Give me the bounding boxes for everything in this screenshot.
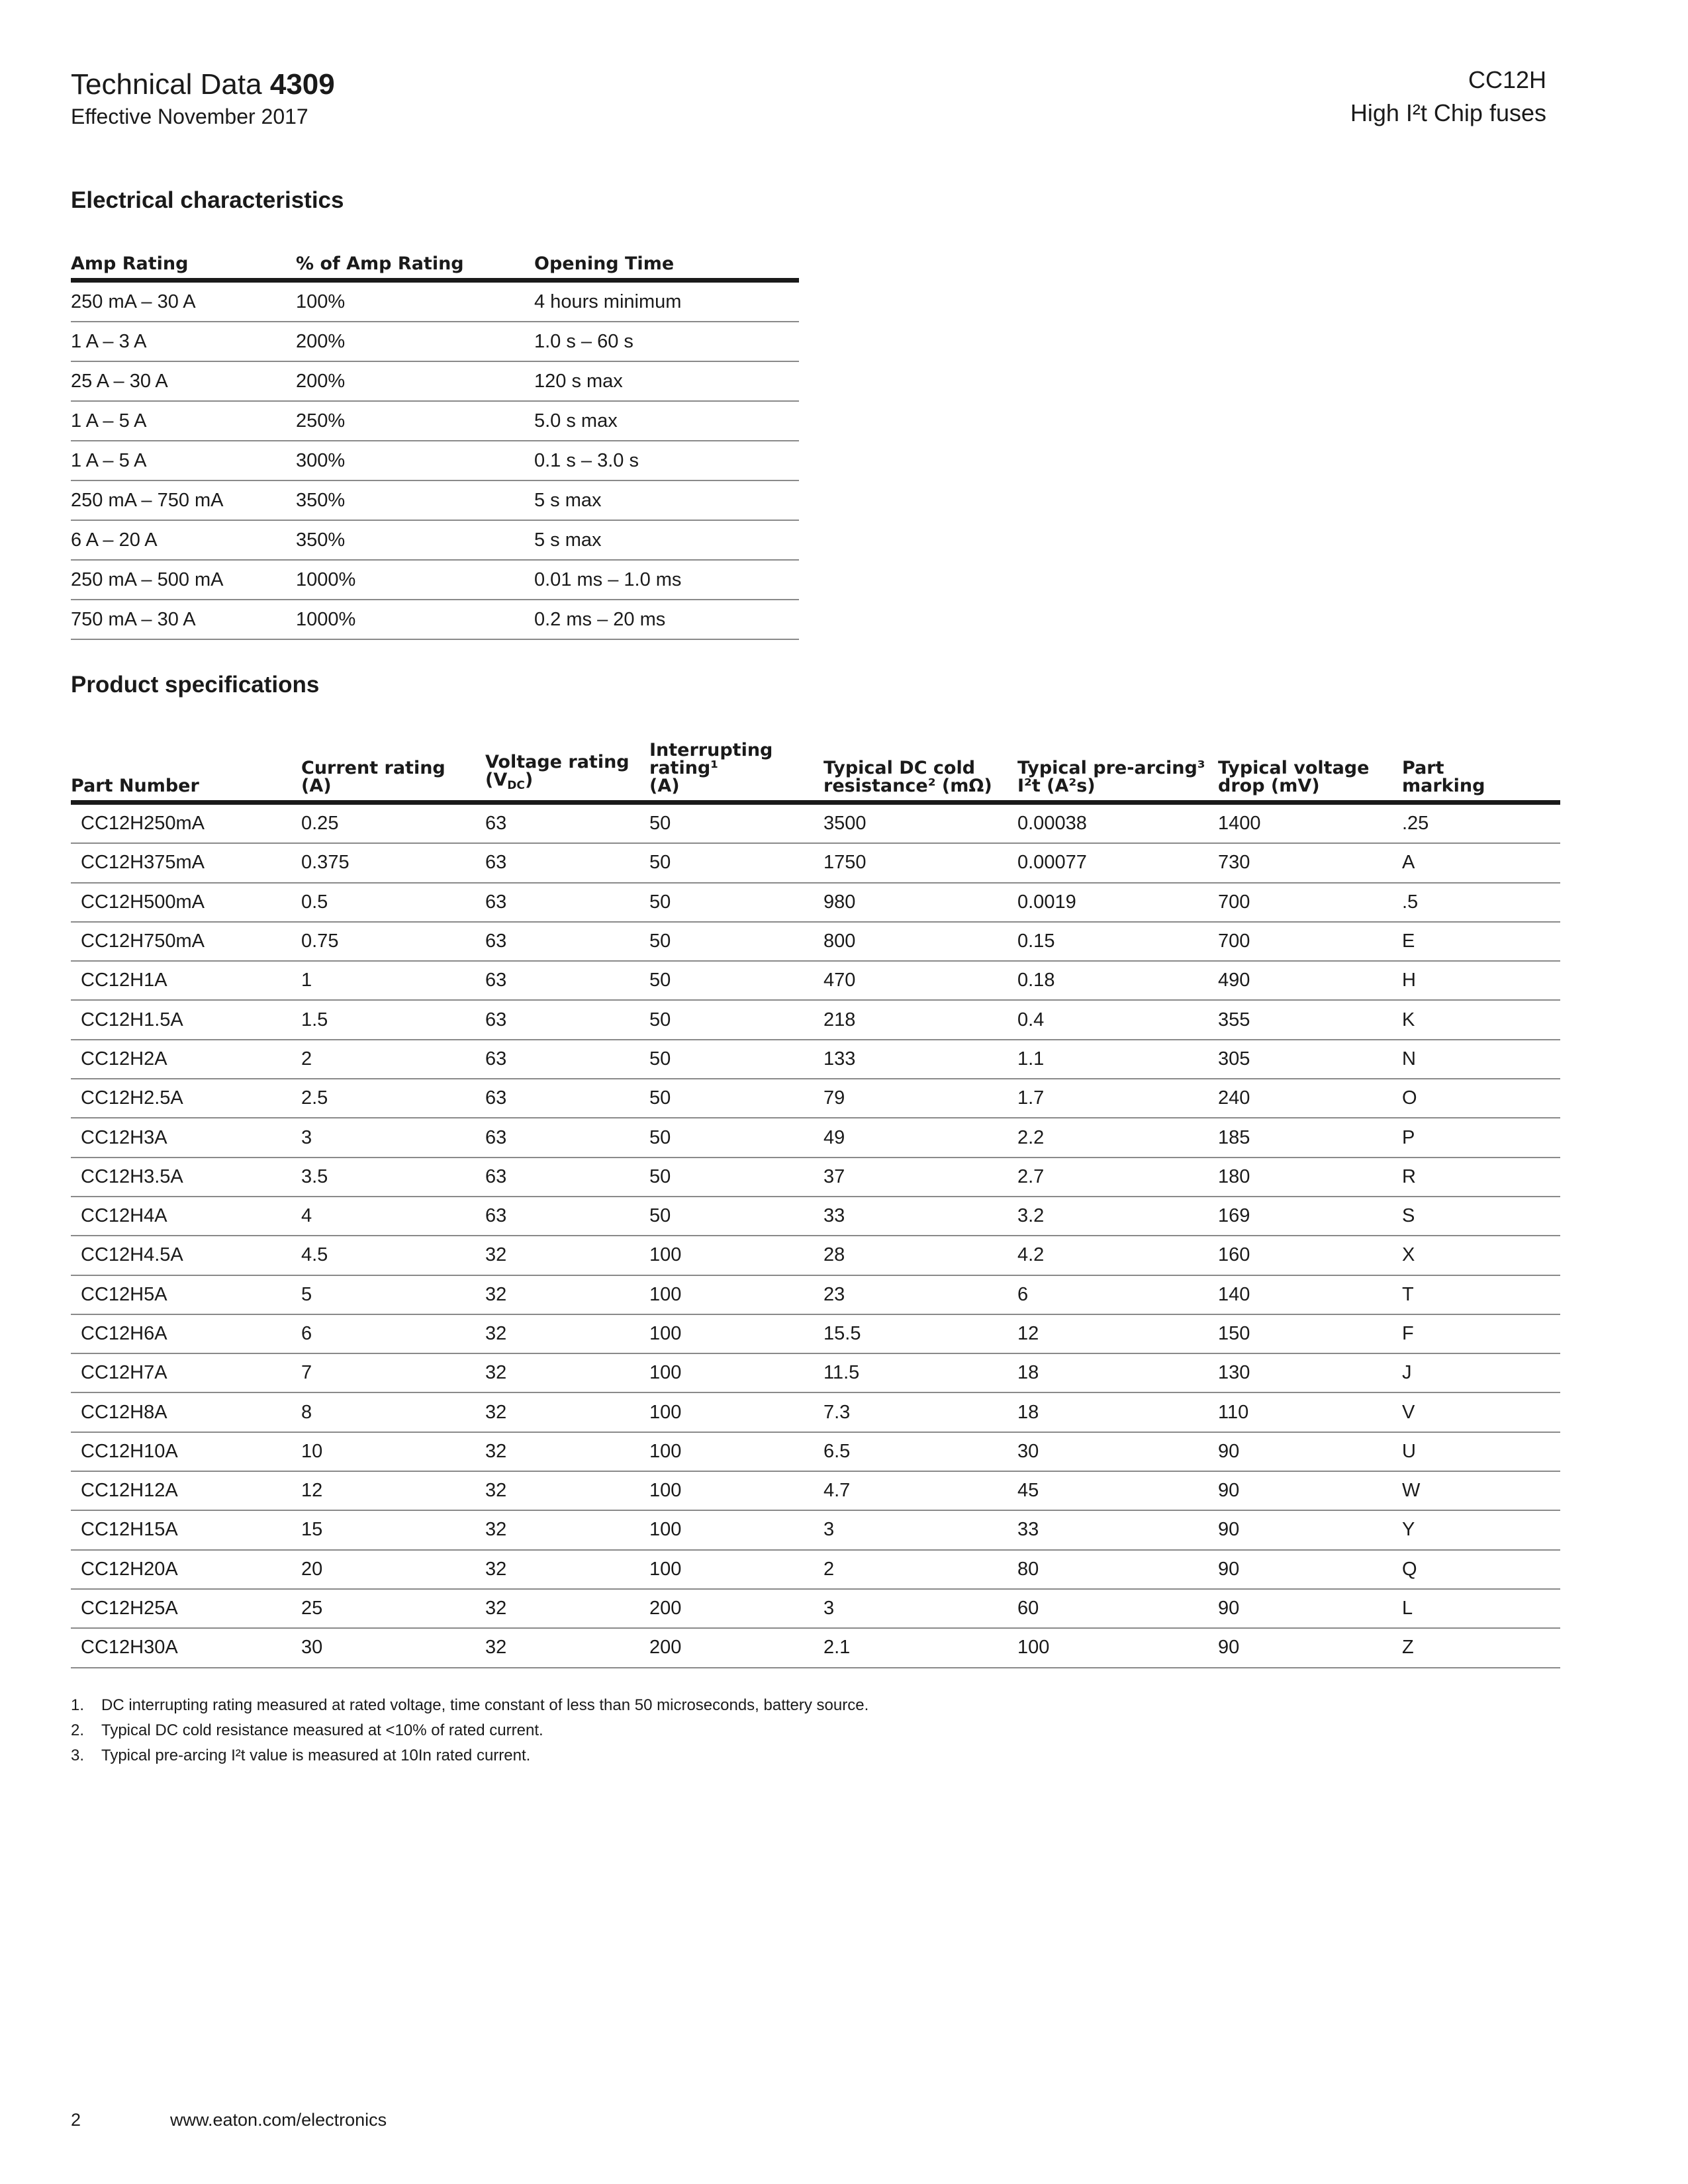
header-text: Current rating (301, 758, 445, 778)
effective-date: Effective November 2017 (71, 105, 308, 128)
table-cell: 2.2 (1017, 1118, 1218, 1157)
table-cell: 6 A – 20 A (71, 520, 296, 560)
table-cell: 30 (1017, 1432, 1218, 1471)
table-cell: CC12H10A (71, 1432, 301, 1471)
table-cell: 100 (649, 1510, 823, 1549)
table-cell: 180 (1218, 1158, 1402, 1197)
table-cell: 18 (1017, 1392, 1218, 1432)
table-row (71, 843, 1560, 882)
table-cell: 4.2 (1017, 1236, 1218, 1275)
table-cell: CC12H2A (71, 1040, 301, 1079)
table-cell: 90 (1218, 1471, 1402, 1510)
table-cell: 8 (301, 1392, 485, 1432)
table-cell: 0.18 (1017, 961, 1218, 1000)
product-code: CC12H (1468, 66, 1546, 93)
table-cell: 100 (649, 1550, 823, 1589)
table-cell: 700 (1218, 922, 1402, 961)
table-cell: 100 (649, 1392, 823, 1432)
header-text: rating¹ (649, 758, 719, 778)
table-cell: 32 (485, 1236, 649, 1275)
table-header-row (71, 741, 1560, 803)
footnote-text: DC interrupting rating measured at rated voltage, time constant of less than 50 microseconds, battery source. (101, 1696, 869, 1714)
footnote-text: Typical DC cold resistance measured at <10% of rated current. (101, 1721, 543, 1739)
table-cell: 150 (1218, 1314, 1402, 1353)
footnote (71, 1718, 868, 1743)
table-cell: CC12H15A (71, 1510, 301, 1549)
table-cell: 100% (296, 281, 534, 322)
table-cell: 7 (301, 1353, 485, 1392)
table-cell: T (1402, 1275, 1560, 1314)
table-cell: 200 (649, 1589, 823, 1628)
table-cell: 79 (823, 1079, 1017, 1118)
table-cell: 32 (485, 1314, 649, 1353)
table-cell: 12 (301, 1471, 485, 1510)
table-header-row (71, 255, 799, 281)
table-cell: 10 (301, 1432, 485, 1471)
table-cell: 100 (1017, 1628, 1218, 1667)
footnote-text: Typical pre-arcing I²t value is measured at 10In rated current. (101, 1747, 531, 1764)
table-cell: 3 (301, 1118, 485, 1157)
table-cell: CC12H4A (71, 1197, 301, 1236)
footnote-number: 1. (71, 1696, 85, 1714)
table-row (71, 1550, 1560, 1589)
table-cell: CC12H25A (71, 1589, 301, 1628)
table-cell: 250% (296, 401, 534, 441)
table-cell: 0.15 (1017, 922, 1218, 961)
table-cell: 50 (649, 883, 823, 922)
table-cell: 300% (296, 441, 534, 480)
table-row (71, 322, 799, 361)
table-cell: 23 (823, 1275, 1017, 1314)
table-cell: 32 (485, 1471, 649, 1510)
table-cell: 90 (1218, 1510, 1402, 1549)
table-cell: 1.0 s – 60 s (534, 322, 799, 361)
table-cell: 5 s max (534, 480, 799, 520)
table-cell: 140 (1218, 1275, 1402, 1314)
column-header: Amp Rating (71, 255, 296, 281)
table-cell: CC12H750mA (71, 922, 301, 961)
table-cell: N (1402, 1040, 1560, 1079)
table-cell: 32 (485, 1550, 649, 1589)
table-cell: .5 (1402, 883, 1560, 922)
table-cell: 250 mA – 30 A (71, 281, 296, 322)
table-cell: 3500 (823, 803, 1017, 844)
footnote (71, 1743, 868, 1768)
table-cell: L (1402, 1589, 1560, 1628)
table-cell: 133 (823, 1040, 1017, 1079)
table-cell: 240 (1218, 1079, 1402, 1118)
table-cell: 750 mA – 30 A (71, 600, 296, 639)
table-cell: 0.4 (1017, 1000, 1218, 1039)
product-header (1350, 64, 1546, 130)
table-cell: S (1402, 1197, 1560, 1236)
table-cell: 5.0 s max (534, 401, 799, 441)
table-cell: O (1402, 1079, 1560, 1118)
table-cell: 730 (1218, 843, 1402, 882)
header-subscript: DC (507, 779, 525, 792)
table-cell: 350% (296, 520, 534, 560)
table-row (71, 1118, 1560, 1157)
table-cell: 50 (649, 922, 823, 961)
header-text: Typical pre-arcing³ (1017, 758, 1205, 778)
table-cell: 160 (1218, 1236, 1402, 1275)
table-cell: 100 (649, 1432, 823, 1471)
table-cell: CC12H4.5A (71, 1236, 301, 1275)
title-prefix: Technical Data (71, 68, 262, 101)
table-cell: U (1402, 1432, 1560, 1471)
product-name: High I²t Chip fuses (1350, 99, 1546, 126)
table-cell: 1000% (296, 600, 534, 639)
table-cell: 45 (1017, 1471, 1218, 1510)
table-cell: 0.01 ms – 1.0 ms (534, 560, 799, 600)
table-cell: 50 (649, 1158, 823, 1197)
column-header-marking (1402, 741, 1560, 803)
table-cell: 50 (649, 843, 823, 882)
table-cell: 63 (485, 883, 649, 922)
table-cell: 200 (649, 1628, 823, 1667)
table-cell: 6 (1017, 1275, 1218, 1314)
column-header-prearcing (1017, 741, 1218, 803)
table-cell: 6 (301, 1314, 485, 1353)
table-cell: 80 (1017, 1550, 1218, 1589)
table-cell: 63 (485, 1118, 649, 1157)
table-cell: CC12H375mA (71, 843, 301, 882)
table-row (71, 401, 799, 441)
table-cell: 90 (1218, 1432, 1402, 1471)
table-row (71, 1040, 1560, 1079)
table-cell: 1.1 (1017, 1040, 1218, 1079)
column-header-current (301, 741, 485, 803)
table-cell: J (1402, 1353, 1560, 1392)
table-cell: 90 (1218, 1628, 1402, 1667)
table-cell: CC12H12A (71, 1471, 301, 1510)
table-cell: CC12H5A (71, 1275, 301, 1314)
table-cell: 32 (485, 1589, 649, 1628)
electrical-characteristics-table (71, 255, 799, 640)
table-cell: 110 (1218, 1392, 1402, 1432)
table-cell: 50 (649, 1079, 823, 1118)
table-cell: 218 (823, 1000, 1017, 1039)
table-cell: 50 (649, 1000, 823, 1039)
table-row (71, 1236, 1560, 1275)
table-cell: 1 A – 5 A (71, 441, 296, 480)
table-cell: 63 (485, 1079, 649, 1118)
table-cell: 32 (485, 1628, 649, 1667)
column-header: % of Amp Rating (296, 255, 534, 281)
table-row (71, 560, 799, 600)
table-cell: 63 (485, 843, 649, 882)
table-cell: 250 mA – 750 mA (71, 480, 296, 520)
table-cell: Z (1402, 1628, 1560, 1667)
table-cell: 0.75 (301, 922, 485, 961)
table-row (71, 961, 1560, 1000)
column-header-resistance (823, 741, 1017, 803)
column-header-voltage-drop (1218, 741, 1402, 803)
table-row (71, 480, 799, 520)
table-cell: 32 (485, 1392, 649, 1432)
table-row (71, 1353, 1560, 1392)
table-cell: 18 (1017, 1353, 1218, 1392)
table-cell: 2.1 (823, 1628, 1017, 1667)
table-cell: CC12H1A (71, 961, 301, 1000)
table-cell: 4.7 (823, 1471, 1017, 1510)
column-header-part-number (71, 741, 301, 803)
table-cell: 32 (485, 1432, 649, 1471)
table-cell: 250 mA – 500 mA (71, 560, 296, 600)
table-cell: 0.375 (301, 843, 485, 882)
table-cell: CC12H250mA (71, 803, 301, 844)
table-cell: 33 (823, 1197, 1017, 1236)
table-cell: 470 (823, 961, 1017, 1000)
header-text: marking (1402, 776, 1485, 796)
table-cell: 0.00077 (1017, 843, 1218, 882)
table-row (71, 922, 1560, 961)
table-cell: 2.5 (301, 1079, 485, 1118)
table-cell: 0.0019 (1017, 883, 1218, 922)
table-cell: F (1402, 1314, 1560, 1353)
table-cell: 63 (485, 1158, 649, 1197)
table-cell: 0.25 (301, 803, 485, 844)
table-row (71, 1000, 1560, 1039)
table-cell: 11.5 (823, 1353, 1017, 1392)
table-cell: 3.5 (301, 1158, 485, 1197)
table-cell: 30 (301, 1628, 485, 1667)
table-cell: 100 (649, 1236, 823, 1275)
header-text: Part Number (71, 776, 199, 796)
table-cell: 4 hours minimum (534, 281, 799, 322)
table-row (71, 1158, 1560, 1197)
table-cell: 37 (823, 1158, 1017, 1197)
table-row (71, 1197, 1560, 1236)
footnotes (71, 1693, 868, 1768)
column-header: Opening Time (534, 255, 799, 281)
footnote (71, 1693, 868, 1718)
header-text: (V (485, 770, 508, 790)
table-cell: 355 (1218, 1000, 1402, 1039)
table-cell: 350% (296, 480, 534, 520)
table-row (71, 883, 1560, 922)
table-cell: 0.00038 (1017, 803, 1218, 844)
document-title (71, 66, 335, 103)
table-cell: 100 (649, 1314, 823, 1353)
table-cell: 60 (1017, 1589, 1218, 1628)
table-cell: 12 (1017, 1314, 1218, 1353)
table-cell: E (1402, 922, 1560, 961)
table-cell: 32 (485, 1510, 649, 1549)
table-cell: Q (1402, 1550, 1560, 1589)
header-text: (A) (649, 776, 680, 796)
table-cell: X (1402, 1236, 1560, 1275)
table-row (71, 1314, 1560, 1353)
header-text: I²t (A²s) (1017, 776, 1096, 796)
product-specifications-table (71, 741, 1560, 1668)
table-row (71, 1275, 1560, 1314)
table-cell: CC12H3.5A (71, 1158, 301, 1197)
table-cell: 1 A – 3 A (71, 322, 296, 361)
table-cell: 25 A – 30 A (71, 361, 296, 401)
table-cell: 50 (649, 1197, 823, 1236)
table-cell: 63 (485, 961, 649, 1000)
table-cell: R (1402, 1158, 1560, 1197)
footnote-number: 2. (71, 1721, 85, 1739)
table-cell: 63 (485, 922, 649, 961)
table-cell: P (1402, 1118, 1560, 1157)
table-cell: .25 (1402, 803, 1560, 844)
table-cell: 49 (823, 1118, 1017, 1157)
table-cell: 1.7 (1017, 1079, 1218, 1118)
table-cell: 90 (1218, 1550, 1402, 1589)
table-cell: 130 (1218, 1353, 1402, 1392)
table-cell: CC12H8A (71, 1392, 301, 1432)
table-cell: 200% (296, 322, 534, 361)
footnote-number: 3. (71, 1747, 85, 1764)
table-cell: 50 (649, 961, 823, 1000)
table-cell: 3 (823, 1589, 1017, 1628)
table-cell: 305 (1218, 1040, 1402, 1079)
table-row (71, 1392, 1560, 1432)
table-cell: 4 (301, 1197, 485, 1236)
table-cell: CC12H1.5A (71, 1000, 301, 1039)
header-text: drop (mV) (1218, 776, 1320, 796)
header-text: (A) (301, 776, 332, 796)
table-cell: 50 (649, 1040, 823, 1079)
table-cell: 169 (1218, 1197, 1402, 1236)
table-cell: 15 (301, 1510, 485, 1549)
table-cell: 4.5 (301, 1236, 485, 1275)
table-cell: 800 (823, 922, 1017, 961)
table-cell: 7.3 (823, 1392, 1017, 1432)
table-cell: 0.5 (301, 883, 485, 922)
table-row (71, 1471, 1560, 1510)
header-text: Interrupting (649, 740, 773, 760)
table-row (71, 520, 799, 560)
table-cell: CC12H7A (71, 1353, 301, 1392)
table-cell: 3.2 (1017, 1197, 1218, 1236)
table-row (71, 1432, 1560, 1471)
header-text: Part (1402, 758, 1444, 778)
table-cell: 63 (485, 1000, 649, 1039)
table-cell: 90 (1218, 1589, 1402, 1628)
table-cell: 2.7 (1017, 1158, 1218, 1197)
header-text: resistance² (mΩ) (823, 776, 992, 796)
table-cell: 63 (485, 1197, 649, 1236)
table-cell: 50 (649, 1118, 823, 1157)
title-number: 4309 (269, 68, 335, 101)
table-cell: 6.5 (823, 1432, 1017, 1471)
table-cell: 5 (301, 1275, 485, 1314)
column-header-voltage (485, 741, 649, 803)
table-cell: CC12H500mA (71, 883, 301, 922)
table-cell: 50 (649, 803, 823, 844)
table-row (71, 1079, 1560, 1118)
table-cell: 0.1 s – 3.0 s (534, 441, 799, 480)
table-cell: 1400 (1218, 803, 1402, 844)
table-cell: 20 (301, 1550, 485, 1589)
table-row (71, 361, 799, 401)
page-number: 2 (71, 2110, 81, 2130)
table-cell: 63 (485, 803, 649, 844)
header-text: ) (524, 770, 534, 790)
header-text: Voltage rating (485, 752, 630, 772)
table-cell: 100 (649, 1471, 823, 1510)
table-cell: K (1402, 1000, 1560, 1039)
table-row (71, 803, 1560, 844)
table-cell: CC12H2.5A (71, 1079, 301, 1118)
table-cell: 1000% (296, 560, 534, 600)
table-cell: 32 (485, 1353, 649, 1392)
table-cell: 980 (823, 883, 1017, 922)
table-cell: 25 (301, 1589, 485, 1628)
table-cell: 490 (1218, 961, 1402, 1000)
product-section-title: Product specifications (71, 672, 320, 698)
table-cell: 1.5 (301, 1000, 485, 1039)
header-text: Typical voltage (1218, 758, 1370, 778)
table-cell: 1750 (823, 843, 1017, 882)
table-cell: 185 (1218, 1118, 1402, 1157)
table-row (71, 1589, 1560, 1628)
table-cell: 2 (823, 1550, 1017, 1589)
table-cell: 15.5 (823, 1314, 1017, 1353)
column-header-interrupting (649, 741, 823, 803)
table-cell: 200% (296, 361, 534, 401)
table-cell: CC12H20A (71, 1550, 301, 1589)
table-cell: CC12H3A (71, 1118, 301, 1157)
table-row (71, 1510, 1560, 1549)
table-row (71, 441, 799, 480)
table-cell: 100 (649, 1353, 823, 1392)
table-cell: 0.2 ms – 20 ms (534, 600, 799, 639)
electrical-section-title: Electrical characteristics (71, 187, 344, 213)
table-cell: 1 (301, 961, 485, 1000)
table-cell: W (1402, 1471, 1560, 1510)
table-cell: 32 (485, 1275, 649, 1314)
header-text: Typical DC cold (823, 758, 976, 778)
table-row (71, 600, 799, 639)
table-row (71, 1628, 1560, 1667)
table-cell: 63 (485, 1040, 649, 1079)
table-cell: CC12H6A (71, 1314, 301, 1353)
table-cell: 3 (823, 1510, 1017, 1549)
table-cell: 2 (301, 1040, 485, 1079)
table-cell: V (1402, 1392, 1560, 1432)
table-cell: 100 (649, 1275, 823, 1314)
table-cell: CC12H30A (71, 1628, 301, 1667)
table-cell: A (1402, 843, 1560, 882)
table-cell: 1 A – 5 A (71, 401, 296, 441)
table-cell: 700 (1218, 883, 1402, 922)
website-link[interactable]: www.eaton.com/electronics (170, 2110, 387, 2130)
table-cell: H (1402, 961, 1560, 1000)
table-cell: Y (1402, 1510, 1560, 1549)
table-cell: 28 (823, 1236, 1017, 1275)
table-row (71, 281, 799, 322)
document-header (71, 66, 335, 130)
table-cell: 5 s max (534, 520, 799, 560)
table-cell: 120 s max (534, 361, 799, 401)
table-cell: 33 (1017, 1510, 1218, 1549)
